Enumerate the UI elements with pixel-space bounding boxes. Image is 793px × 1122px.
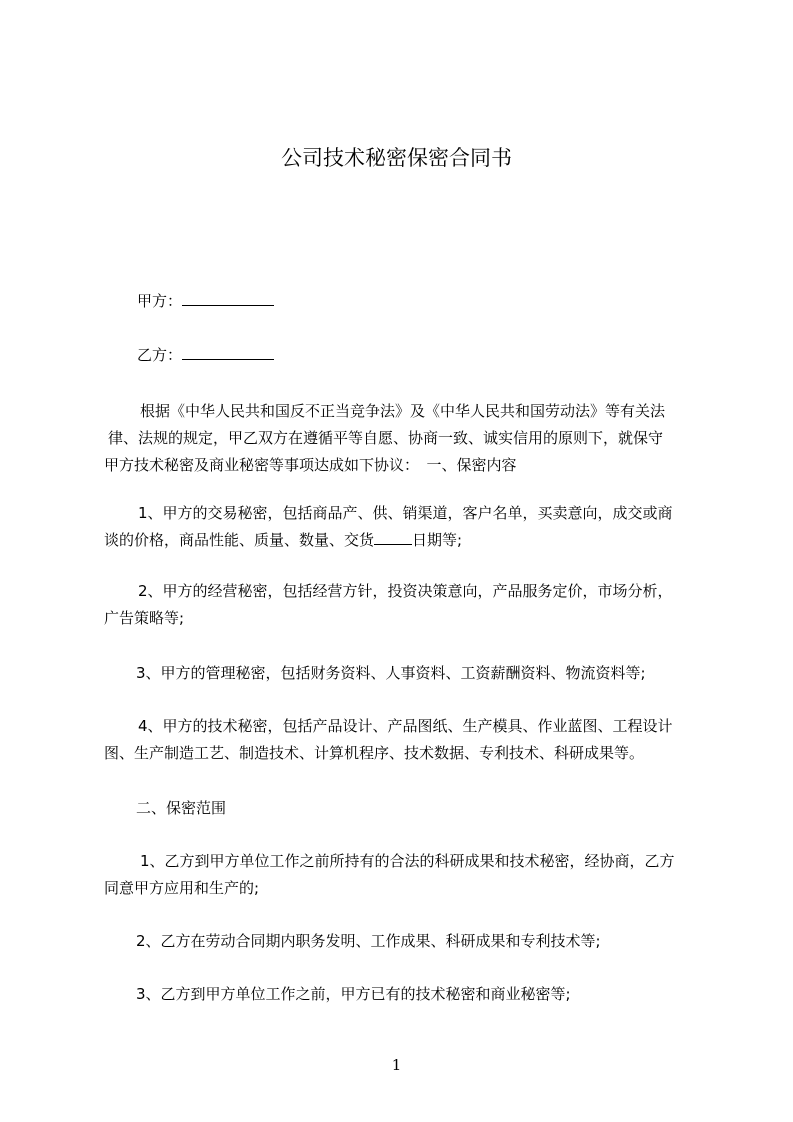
scope-item-line: 同意甲方应用和生产的; — [104, 879, 260, 897]
party-a-label: 甲方： — [137, 292, 183, 310]
preamble-line: 甲方技术秘密及商业秘密等事项达成如下协议： 一、保密内容 — [104, 456, 517, 474]
preamble-line: 律、法规的规定，甲乙双方在遵循平等自愿、协商一致、诚实信用的原则下，就保守 — [108, 429, 664, 447]
content-item — [104, 713, 716, 767]
scope-item-line: 3、乙方到甲方单位工作之前，甲方已有的技术秘密和商业秘密等; — [136, 985, 571, 1003]
content-item-line: 谈的价格，商品性能、质量、数量、交货 日期等; — [104, 531, 463, 549]
content-item-line: 3、甲方的管理秘密，包括财务资料、人事资料、工资薪酬资料、物流资料等; — [136, 664, 646, 682]
content-item-line: 图、生产制造工艺、制造技术、计算机程序、技术数据、专利技术、科研成果等。 — [104, 744, 645, 762]
content-item-line: 4、甲方的技术秘密，包括产品设计、产品图纸、生产模具、作业蓝图、工程设计 — [138, 717, 673, 735]
content-item — [104, 500, 716, 554]
party-a-blank-line — [182, 291, 274, 306]
preamble-line: 根据《中华人民共和国反不正当竞争法》及《中华人民共和国劳动法》等有关法 — [140, 402, 666, 420]
page-number: 1 — [391, 1056, 402, 1074]
scope-item — [104, 928, 716, 955]
preamble-paragraph — [104, 398, 716, 479]
section-heading — [104, 795, 716, 822]
scope-item — [104, 848, 716, 902]
content-item-line: 1、甲方的交易秘密，包括商品产、供、销渠道，客户名单，买卖意向，成交或商 — [138, 504, 673, 522]
content-item — [104, 660, 716, 687]
party-a-field — [137, 291, 274, 311]
section-2-heading: 二、保密范围 — [136, 799, 227, 817]
scope-item-line: 1、乙方到甲方单位工作之前所持有的合法的科研成果和技术秘密，经协商，乙方 — [140, 852, 675, 870]
delivery-blank-line — [374, 530, 412, 545]
party-b-field — [137, 345, 274, 365]
document-title: 公司技术秘密保密合同书 — [281, 146, 512, 170]
content-item-line: 广告策略等; — [104, 609, 185, 627]
scope-item — [104, 981, 716, 1008]
content-item-line: 2、甲方的经营秘密，包括经营方针，投资决策意向，产品服务定价，市场分析， — [138, 582, 673, 600]
scope-item-line: 2、乙方在劳动合同期内职务发明、工作成果、科研成果和专利技术等; — [136, 932, 601, 950]
content-item — [104, 578, 716, 632]
party-b-blank-line — [182, 345, 274, 360]
party-b-label: 乙方： — [137, 346, 183, 364]
